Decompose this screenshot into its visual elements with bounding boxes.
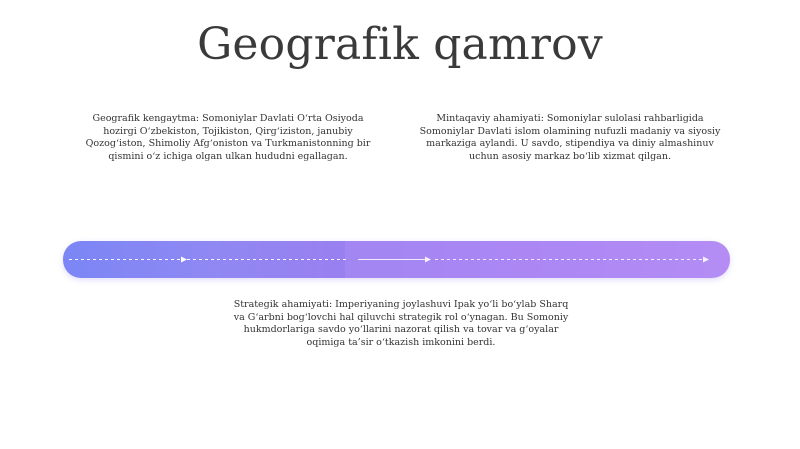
- slide-title: Geografik qamrov: [197, 19, 603, 70]
- timeline-bar-highlight: [345, 241, 730, 278]
- strategic-importance-note: Strategik ahamiyati: Imperiyaning joylashuvi Ipak yo‘li bo‘ylab Sharq va G‘arbni bog‘lovchi hal qiluvchi strategik rol o‘ynagan. Bu Somoniy hukmdorlariga savdo yo‘llarini nazorat qilish va tovar va g‘oyalar oqimiga ta’sir o‘tkazish imkonini berdi.: [233, 299, 569, 348]
- regional-importance-note: Mintaqaviy ahamiyati: Somoniylar sulolasi rahbarligida Somoniylar Davlati islom olamining nufuzli madaniy va siyosiy markaziga aylandi. U savdo, stipendiya va diniy almashinuv uchun asosiy markaz bo‘lib xizmat qilgan.: [419, 113, 721, 162]
- geographic-extent-note: Geografik kengaytma: Somoniylar Davlati O‘rta Osiyoda hozirgi O‘zbekiston, Tojikiston, Qirg‘iziston, janubiy Qozog‘iston, Shimoliy Afg‘oniston va Turkmanistonning bir qismini o‘z ichiga olgan ulkan hududni egallagan.: [85, 113, 371, 162]
- arrowhead-1: [181, 257, 187, 263]
